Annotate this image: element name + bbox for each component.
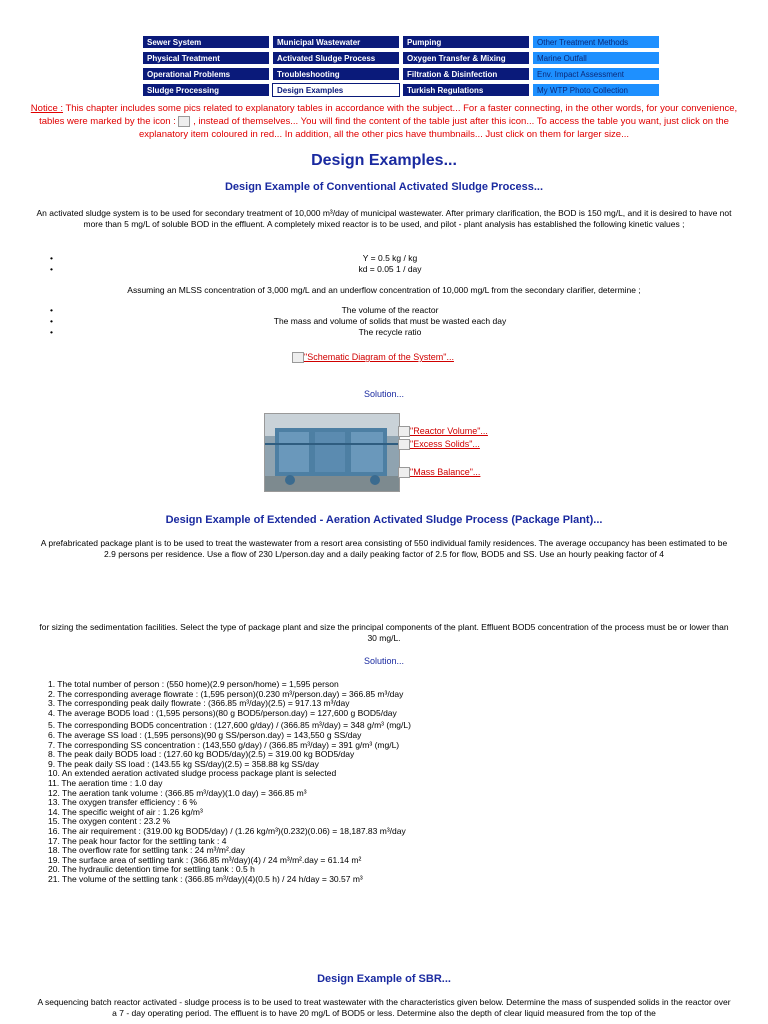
nav-physical-treatment[interactable]: Physical Treatment <box>142 51 270 65</box>
page-title: Design Examples... <box>311 152 457 169</box>
determine-list <box>50 305 730 338</box>
list-item: 20. The hydraulic detention time for settling tank : 0.5 h <box>48 864 255 875</box>
notice-text-2: , instead of themselves... You will find the content of the table just after this icon... To access the table you want, just click on the explanatory item coloured in red... In addition, all the other pics have thumbnails... Just click on them for larger size... <box>138 116 729 140</box>
list-item: 6. The average SS load : (1,595 persons)(90 g SS/person.day) = 143,550 g SS/day <box>48 729 362 740</box>
list-item: • The recycle ratio <box>50 327 730 338</box>
table-icon <box>398 439 410 450</box>
kinetic-values-list <box>50 253 730 275</box>
list-item: 2. The corresponding average flowrate : (1,595 person)(0.230 m³/person.day) = 366.85 m³/day <box>48 688 404 699</box>
nav-oxygen-transfer[interactable]: Oxygen Transfer & Mixing <box>402 51 530 65</box>
list-item: • The mass and volume of solids that must be wasted each day <box>50 316 730 327</box>
nav-design-examples[interactable]: Design Examples <box>272 83 400 97</box>
list-item: 8. The peak daily BOD5 load : (127.60 kg BOD5/day)(2.5) = 319.00 kg BOD5/day <box>48 749 355 760</box>
list-item: 4. The average BOD5 load : (1,595 persons)(80 g BOD5/person.day) = 127,600 g BOD5/day <box>48 707 397 718</box>
example-2-paragraph-1: A prefabricated package plant is to be used to treat the wastewater from a resort area consisting of 550 individual family residences. The average occupancy has been estimated to be 2.9 persons per residence. Use a flow of 230 L/person.day and a daily peaking factor of 2.5 for flow, BOD5 and SS. Use an hourly peaking factor of 4 <box>40 538 728 559</box>
list-item: 1. The total number of person : (550 home)(2.9 person/home) = 1,595 person <box>48 679 339 689</box>
nav-turkish-regulations[interactable]: Turkish Regulations <box>402 83 530 97</box>
notice-text <box>20 102 748 141</box>
list-item: 5. The corresponding BOD5 concentration : (127,600 g/day) / (366.85 m³/day) = 348 g/m³ (mg/L) <box>48 720 411 731</box>
mass-balance-link[interactable]: "Mass Balance"... <box>398 467 480 478</box>
nav-sludge-processing[interactable]: Sludge Processing <box>142 83 270 97</box>
list-item: 13. The oxygen transfer efficiency : 6 % <box>48 797 197 808</box>
list-item: 18. The overflow rate for settling tank : 24 m³/m².day <box>48 845 245 856</box>
treatment-plant-photo[interactable] <box>264 413 400 492</box>
example-2-heading: Design Example of Extended - Aeration Activated Sludge Process (Package Plant)... <box>165 514 603 526</box>
example-1-paragraph: An activated sludge system is to be used for secondary treatment of 10,000 m³/day of municipal wastewater. After primary clarification, the BOD is 150 mg/L, and it is desired to have not more than 5 mg/L of soluble BOD in the effluent. A completely mixed reactor is to be used, and pilot - plant analysis has established the following kinetic values ; <box>36 208 732 229</box>
nav-troubleshooting[interactable]: Troubleshooting <box>272 67 400 81</box>
list-item: 9. The peak daily SS load : (143.55 kg SS/day)(2.5) = 358.88 kg SS/day <box>48 758 319 769</box>
notice-label: Notice : <box>30 103 64 114</box>
table-icon <box>178 116 190 127</box>
notice-text-1: This chapter includes some pics related to explanatory tables in accordance with the subject... For a faster connecting, in the other words, for your convenience, tables were marked by the icon : <box>39 103 738 127</box>
example-3-paragraph: A sequencing batch reactor activated - sludge process is to be used to treat wastewater with the characteristics given below. Determine the mass of suspended solids in the reactor over a 7 - day operating period. The effluent is to have 20 mg/L of BOD5 or less. Determine also the depth of clear liquid measured from the top of the <box>37 997 731 1018</box>
schematic-diagram-link[interactable]: "Schematic Diagram of the System"... <box>292 352 454 363</box>
list-item: 16. The air requirement : (319.00 kg BOD5/day) / (1.26 kg/m³)(0.232)(0.06) = 18,187.83 m³/day <box>48 825 406 836</box>
list-item: 19. The surface area of settling tank : (366.85 m³/day)(4) / 24 m³/m².day = 61.14 m² <box>48 854 362 865</box>
table-icon <box>398 467 410 478</box>
nav-other-treatment[interactable]: Other Treatment Methods <box>532 35 660 49</box>
nav-photo-collection[interactable]: My WTP Photo Collection <box>532 83 660 97</box>
table-icon <box>292 352 304 363</box>
nav-activated-sludge[interactable]: Activated Sludge Process <box>272 51 400 65</box>
table-icon <box>398 426 410 437</box>
nav-operational-problems[interactable]: Operational Problems <box>142 67 270 81</box>
nav-marine-outfall[interactable]: Marine Outfall <box>532 51 660 65</box>
solution-link-2[interactable]: Solution... <box>363 656 405 666</box>
assume-paragraph: Assuming an MLSS concentration of 3,000 mg/L and an underflow concentration of 10,000 mg/L from the secondary clarifier, determine ; <box>127 285 641 295</box>
reactor-volume-link[interactable]: "Reactor Volume"... <box>398 426 488 437</box>
nav-municipal-wastewater[interactable]: Municipal Wastewater <box>272 35 400 49</box>
list-item: 14. The specific weight of air : 1.26 kg/m³ <box>48 806 203 817</box>
list-item: 17. The peak hour factor for the settling tank : 4 <box>48 835 227 846</box>
nav-filtration[interactable]: Filtration & Disinfection <box>402 67 530 81</box>
solution-link-1[interactable]: Solution... <box>363 389 405 399</box>
list-item: 21. The volume of the settling tank : (366.85 m³/day)(4)(0.5 h) / 24 h/day = 30.57 m³ <box>48 873 363 884</box>
example-3-heading: Design Example of SBR... <box>317 973 451 985</box>
nav-sewer-system[interactable]: Sewer System <box>142 35 270 49</box>
list-item: • The volume of the reactor <box>50 305 730 316</box>
nav-table <box>140 33 662 99</box>
list-item: 11. The aeration time : 1.0 day <box>48 777 163 788</box>
list-item: • Y = 0.5 kg / kg <box>50 253 730 264</box>
solution-steps-list <box>48 680 748 884</box>
excess-solids-link[interactable]: "Excess Solids"... <box>398 439 480 450</box>
list-item: 7. The corresponding SS concentration : (143,550 g/day) / (366.85 m³/day) = 391 g/m³ (mg/L) <box>48 739 400 750</box>
list-item: 3. The corresponding peak daily flowrate : (366.85 m³/day)(2.5) = 917.13 m³/day <box>48 698 350 709</box>
nav-env-impact[interactable]: Env. Impact Assessment <box>532 67 660 81</box>
example-2-paragraph-2: for sizing the sedimentation facilities. Select the type of package plant and size the principal components of the plant. Effluent BOD5 concentration of the process must be or lower than 30 mg/L. <box>39 622 729 643</box>
list-item: • kd = 0.05 1 / day <box>50 264 730 275</box>
list-item: 10. An extended aeration activated sludge process package plant is selected <box>48 768 337 779</box>
nav-pumping[interactable]: Pumping <box>402 35 530 49</box>
list-item: 12. The aeration tank volume : (366.85 m³/day)(1.0 day) = 366.85 m³ <box>48 787 307 798</box>
example-1-heading: Design Example of Conventional Activated Sludge Process... <box>224 181 544 193</box>
list-item: 15. The oxygen content : 23.2 % <box>48 816 171 827</box>
